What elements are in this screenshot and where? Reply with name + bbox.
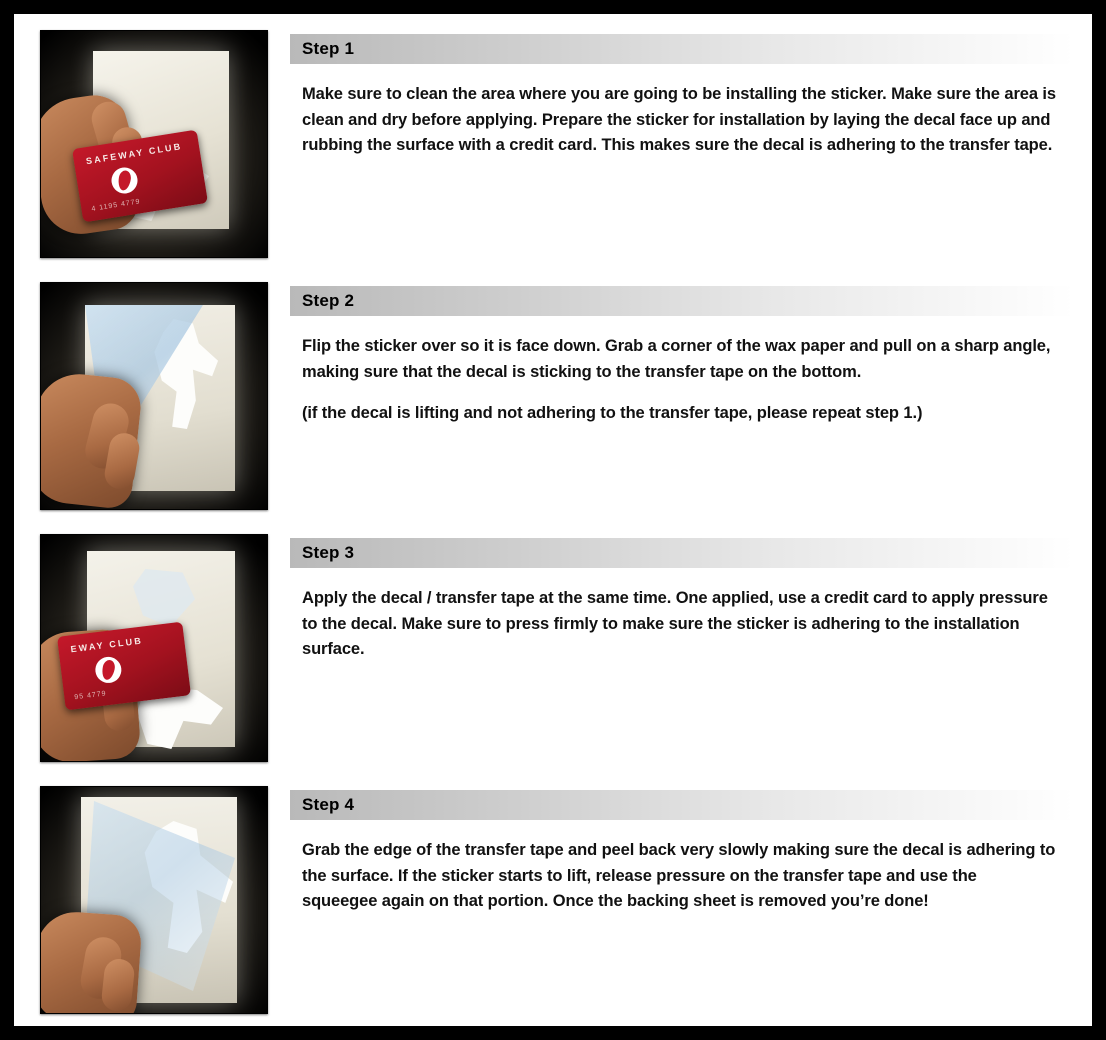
step-row — [40, 282, 1074, 510]
card-logo-icon — [110, 166, 140, 196]
step-photo-2 — [40, 282, 268, 510]
step-paragraph-note: (if the decal is lifting and not adhering to the transfer tape, please repeat step 1.) — [302, 404, 923, 423]
step-body — [290, 568, 1074, 663]
card-brand-label: SAFEWAY CLUB — [85, 141, 184, 167]
step-photo-4 — [40, 786, 268, 1014]
step-title: Step 1 — [302, 39, 355, 58]
step-header-bar — [290, 538, 1074, 568]
step-header-bar — [290, 790, 1074, 820]
card-number-label: 95 4779 — [74, 690, 108, 702]
card-number-label: 4 1195 4779 — [91, 198, 142, 213]
step-photo-3 — [40, 534, 268, 762]
step-row — [40, 30, 1074, 258]
step-title: Step 2 — [302, 291, 355, 310]
step-paragraph: Flip the sticker over so it is face down. Grab a corner of the wax paper and pull on a sharp angle, making sure that the decal is sticking to the transfer tape on the bottom. — [302, 337, 1051, 381]
sheet-content — [14, 14, 1092, 1026]
step-content — [268, 282, 1074, 427]
step-paragraph: Apply the decal / transfer tape at the same time. One applied, use a credit card to apply pressure to the decal. Make sure to press firmly to make sure the sticker is adhering to the installation surface. — [302, 589, 1048, 659]
step-paragraph: Make sure to clean the area where you are going to be installing the sticker. Make sure the area is clean and dry before applying. Prepare the sticker for installation by laying the decal face up and rubbing the surface with a credit card. This makes sure the decal is adhering to the transfer tape. — [302, 85, 1056, 155]
step-body — [290, 820, 1074, 915]
step-title: Step 3 — [302, 543, 355, 562]
step-header-bar — [290, 286, 1074, 316]
step-title: Step 4 — [302, 795, 355, 814]
card-logo-icon — [94, 655, 123, 684]
step-content — [268, 534, 1074, 663]
step-row — [40, 534, 1074, 762]
step-list — [40, 30, 1074, 1014]
step-body — [290, 64, 1074, 159]
step-content — [268, 786, 1074, 915]
club-card — [57, 622, 191, 711]
step-header-bar — [290, 34, 1074, 64]
step-row — [40, 786, 1074, 1014]
step-paragraph: Grab the edge of the transfer tape and peel back very slowly making sure the decal is adhering to the surface. If the sticker starts to lift, release pressure on the transfer tape and use the squeegee again on that portion. Once the backing sheet is removed you’re done! — [302, 841, 1056, 911]
step-content — [268, 30, 1074, 159]
step-body — [290, 316, 1074, 427]
step-photo-1 — [40, 30, 268, 258]
card-brand-label: EWAY CLUB — [69, 635, 144, 655]
